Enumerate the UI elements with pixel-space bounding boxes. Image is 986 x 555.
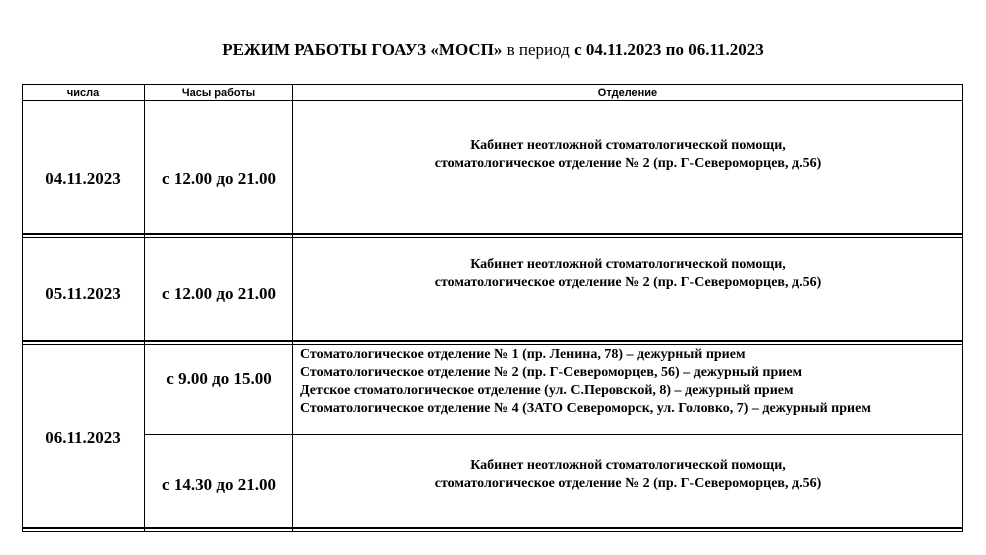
row3-sub2-dept-line2: стоматологическое отделение № 2 (пр. Г-Североморцев, д.56) [434, 476, 822, 491]
row1-date: 04.11.2023 [45, 169, 121, 188]
header-hours: Часы работы [181, 87, 256, 99]
row3-sub1-dept-list [300, 346, 871, 418]
row2-dept-line2: стоматологическое отделение № 2 (пр. Г-Североморцев, д.56) [434, 275, 822, 290]
row2-hours: с 12.00 до 21.00 [162, 284, 276, 303]
list-item: Стоматологическое отделение № 1 (пр. Ленина, 78) – дежурный прием [300, 347, 746, 362]
row-divider-2b [22, 344, 963, 345]
list-item: Стоматологическое отделение № 4 (ЗАТО Североморск, ул. Головко, 7) – дежурный прием [300, 401, 871, 416]
row2-dept-line1: Кабинет неотложной стоматологической помощи, [470, 257, 786, 272]
row1-dept-line1: Кабинет неотложной стоматологической помощи, [470, 138, 786, 153]
table-border-right [962, 84, 963, 532]
table-border-bottom-b [22, 531, 963, 532]
row-divider-1 [22, 233, 963, 235]
title-period-dates: с 04.11.2023 по 06.11.2023 [574, 40, 764, 59]
row1-hours: с 12.00 до 21.00 [162, 169, 276, 188]
row2-date: 05.11.2023 [45, 284, 121, 303]
table-border-bottom [22, 527, 963, 529]
row1-dept [294, 137, 962, 173]
row3-sub2-dept-line1: Кабинет неотложной стоматологической помощи, [470, 458, 786, 473]
row-divider-1b [22, 237, 963, 238]
list-item: Стоматологическое отделение № 2 (пр. Г-Североморцев, 56) – дежурный прием [300, 365, 803, 380]
subrow-divider [144, 434, 963, 435]
title-period-label: в период [502, 40, 575, 59]
row2-dept [294, 256, 962, 292]
title-org: РЕЖИМ РАБОТЫ ГОАУЗ «МОСП» [222, 40, 503, 59]
page-title [0, 40, 986, 60]
row-divider-2 [22, 340, 963, 342]
header-dept: Отделение [597, 87, 658, 99]
header-date: числа [66, 87, 100, 99]
header-divider [22, 100, 963, 101]
col-divider-2 [292, 84, 293, 532]
row3-sub2-dept [294, 457, 962, 493]
table-border-top [22, 84, 963, 85]
row3-sub2-hours: с 14.30 до 21.00 [162, 475, 276, 494]
row3-sub1-hours: с 9.00 до 15.00 [166, 369, 272, 388]
table-border-left [22, 84, 23, 532]
list-item: Детское стоматологическое отделение (ул. С.Перовской, 8) – дежурный прием [300, 383, 794, 398]
row3-date: 06.11.2023 [45, 428, 121, 447]
row1-dept-line2: стоматологическое отделение № 2 (пр. Г-Североморцев, д.56) [434, 156, 822, 171]
col-divider-1 [144, 84, 145, 532]
